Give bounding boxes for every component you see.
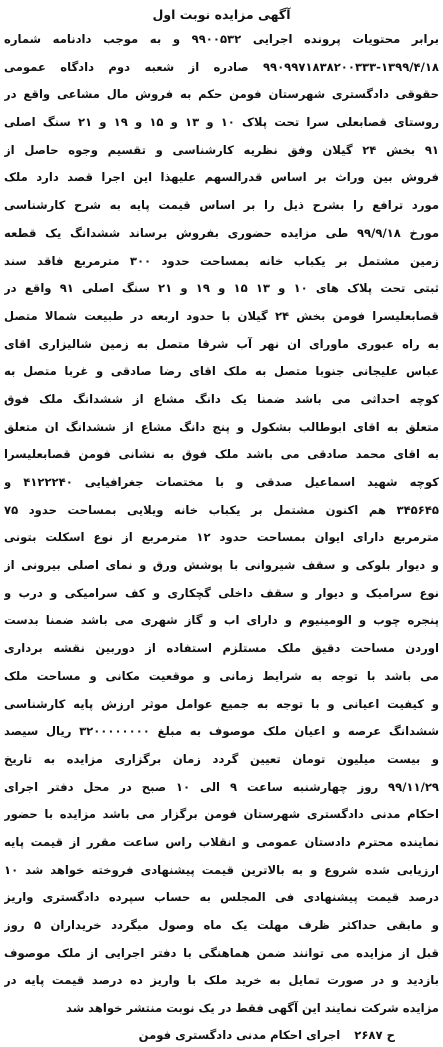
notice-title: آگهی مزایده نوبت اول — [152, 7, 291, 22]
notice-line: ششدانگ عرصه و اعیان ملک موصوف به مبلغ ۳۲۰۰۰۰۰۰۰۰ ریال سیصد — [4, 724, 439, 739]
notice-line: ارزیابی شده شروع و به بالاترین قیمت پیشنهادی فروخته خواهد شد ۱۰ — [4, 862, 439, 877]
notice-footer — [4, 1023, 439, 1047]
notice-line: مورخ ۹۹/۹/۱۸ طی مزایده حضوری بفروش برساند ششدانگ یک قطعه — [4, 225, 439, 240]
notice-code: ح ۲۶۸۷ — [354, 1027, 395, 1042]
notice-line: قصابعلیسرا فومن بخش ۲۴ گیلان با حدود اربعه در طبیعت شمالا متصل — [4, 308, 439, 323]
notice-line: قبل از مزایده می توانند ضمن هماهنگی با دفتر اجرایی از ملک موصوف — [4, 945, 439, 960]
notice-line: بازدید و در صورت تمایل به خرید ملک با واریز ده درصد قیمت پایه در — [4, 973, 439, 988]
notice-line: و مابقی حداکثر ظرف مهلت یک ماه وصول میگردد خریداران ۵ روز — [4, 918, 439, 932]
notice-line: ۹۹۰۹۹۷۱۸۳۸۲۰۰۳۳۳-۱۳۹۹/۴/۱۸ صادره از شعبه دوم دادگاه عمومی — [4, 59, 439, 74]
notice-line: احکام مدنی دادگستری شهرستان فومن برگزار می باشد مزایده با حضور — [4, 807, 439, 822]
notice-line: فروش بین وراث بر اساس قدرالسهم علیهذا این اجرا قصد دارد ملک — [4, 170, 439, 185]
notice-line: کوچه شهید اسماعیل صدقی و با مختصات جغرافیایی ۴۱۲۲۲۴۰ و — [4, 475, 439, 489]
notice-line: مورد ترافع را بشرح ذیل را بر اساس قیمت پایه به شرح کارشناسی — [4, 198, 439, 213]
notice-line: زمین مشتمل بر یکباب خانه بمساحت حدود ۳۰۰ مترمربع فاقد سند — [4, 253, 439, 268]
notice-line: و بیست میلیون تومان تعیین گردد زمان برگزاری مزایده به تاریخ — [4, 751, 439, 766]
notice-line: نماینده محترم دادستان عمومی و انقلاب راس ساعت مقرر از قیمت پایه — [4, 834, 439, 849]
notice-line: روستای قصابعلی سرا تحت پلاک ۱۰ و ۱۳ و ۱۵ و ۱۹ و ۲۱ سنگ اصلی — [4, 115, 439, 130]
notice-line: به اقای محمد صادقی می باشد ملک فوق به نشانی فومن قصابعلیسرا — [4, 447, 439, 462]
notice-line: حقوقی دادگستری شهرستان فومن حکم به فروش مال مشاعی واقع در — [4, 87, 439, 102]
notice-line: ۹۱ بخش ۲۴ گیلان وفق نظریه کارشناسی و تقسیم وجوه حاصل از — [4, 142, 439, 157]
notice-line: درصد قیمت پیشنهادی فی المجلس به حساب سپرده دادگستری واریز — [4, 890, 439, 905]
notice-line: پنجره چوب و الومینیوم و دارای اب و گاز شهری می باشد ضمنا بدست — [4, 613, 439, 628]
notice-line: می باشد با توجه به شرایط زمانی و موقعیت مکانی و مساحت ملک — [4, 668, 439, 683]
notice-signature: اجرای احکام مدنی دادگستری فومن — [138, 1027, 341, 1042]
notice-line: اوردن مساحت دقیق ملک مستلزم استفاده از دوربین نقشه برداری — [4, 641, 439, 656]
notice-line: ثبتی تحت پلاک های ۱۰ و ۱۳ ۱۵ و ۱۹ و ۲۱ سنگ اصلی ۹۱ واقع در — [4, 281, 439, 296]
notice-line: ۹۹/۱۱/۲۹ روز چهارشنبه ساعت ۹ الی ۱۰ صبح در محل دفتر اجرای — [4, 779, 439, 794]
notice-line: و دیوار بلوکی و سقف شیروانی با پوشش ورق و نمای اصلی بیرونی از — [4, 558, 439, 573]
notice-line: به راه عبوری ماورای ان نهر آب شرقا متصل به زمین شالیزاری اقای — [4, 336, 439, 351]
notice-line: کوچه احداثی می باشد ضمنا یک دانگ مشاع از ششدانگ ملک فوق — [4, 391, 439, 406]
notice-line: و کیفیت اعیانی و با توجه به جمیع عوامل موثر ارزش پایه کارشناسی — [4, 696, 439, 711]
notice-line: عباس علیجانی جنوبا متصل به ملک اقای رضا صادقی و غربا متصل به — [4, 364, 439, 379]
notice-line: برابر محتویات پرونده اجرایی ۹۹۰۰۵۳۲ و به موجب دادنامه شماره — [4, 32, 439, 46]
notice-line: متعلق به اقای ابوطالب بشکول و پنج دانگ مشاع از ششدانگ ان متعلق — [4, 419, 439, 434]
notice-line: مترمربع دارای ایوان بمساحت حدود ۱۲ مترمربع از نوع اسکلت بتونی — [4, 530, 439, 545]
notice-body — [4, 26, 439, 1023]
notice-line: ۳۴۵۶۴۵ هم اکنون مشتمل بر یکباب خانه ویلایی بمساحت حدود ۷۵ — [4, 502, 439, 517]
notice-line: نوع سرامیک و دیوار و سقف داخلی گچکاری و کف سرامیکی و درب و — [4, 585, 439, 600]
notice-line: مزایده شرکت نمایند این آگهی فقط در یک نوبت منتشر خواهد شد — [66, 1001, 439, 1016]
